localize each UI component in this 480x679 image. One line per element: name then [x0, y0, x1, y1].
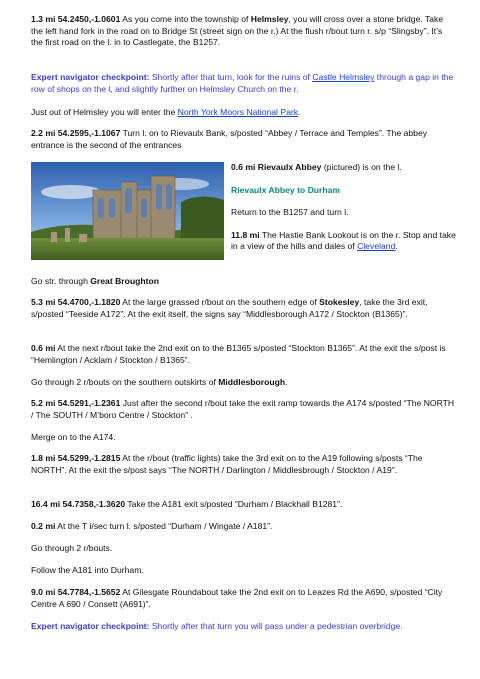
stokesley-step — [31, 297, 456, 320]
step-text: Shortly after that turn you will pass under a pedestrian overbridge. — [149, 621, 403, 631]
step-text: Shortly after that turn, look for the ruins of — [149, 72, 313, 82]
town-name: Helmsley — [250, 14, 289, 24]
a19-step — [31, 453, 456, 476]
step-distance: 11.8 mi — [231, 229, 260, 240]
a174-exit-step — [31, 398, 456, 421]
merge-a174-step: Merge on to the A174. — [31, 432, 116, 442]
step-text: Just out of Helmsley you will enter the — [31, 107, 178, 117]
town-name: Middlesborough — [218, 377, 286, 387]
checkpoint-label: Expert navigator checkpoint: — [31, 621, 150, 631]
gilesgate-step — [31, 587, 456, 610]
step-text: As you come into the township of — [120, 14, 251, 24]
step-text: through a gap in the row of shops on the l, and slightly further on Helmsley Church on the r. — [31, 72, 454, 94]
step-distance: 0.2 mi — [31, 521, 56, 531]
step-distance: 5.3 mi 54.4700,-1.1820 — [31, 297, 121, 307]
checkpoint-label: Expert navigator checkpoint: — [31, 72, 150, 82]
town-name: Stokesley — [319, 297, 360, 307]
step-text: Just after the second r/bout take the exit ramp towards the A174 s/posted “The NORTH / The SOUTH / M’boro Centre / Stockton” . — [31, 398, 455, 420]
step-text: . — [395, 241, 398, 252]
step-rievaulx-bank — [31, 128, 456, 151]
t-junction-step — [31, 521, 456, 533]
step-distance: 1.3 mi 54.2450,-1.0601 — [31, 14, 121, 24]
abbey-side-panel — [231, 162, 456, 253]
step-distance: 1.8 mi 54.5299,-1.2815 — [31, 453, 121, 463]
national-park-note — [31, 107, 456, 119]
step-distance: 0.6 mi — [231, 162, 256, 172]
section-heading: Rievaulx Abbey to Durham — [231, 184, 341, 195]
step-text: At the large grassed r/bout on the southern edge of — [120, 297, 320, 307]
rbouts-step: Go through 2 r/bouts. — [31, 543, 113, 553]
step-text: At the T i/sec turn l. s/posted “Durham / Wingate / A181”. — [55, 521, 273, 531]
step-text: , take the 3rd exit, s/posted “Teeside A172”. At the exit itself, the signs say “Middlesborough A172 / Stockton (B1365)”. — [31, 297, 428, 319]
middlesborough-step — [31, 377, 456, 389]
expert-checkpoint-2 — [31, 621, 456, 633]
b1365-step — [31, 343, 456, 366]
return-instruction: Return to the B1257 and turn l. — [231, 207, 349, 218]
step-text: At the r/bout (traffic lights) take the 3rd exit on to the A19 following s/posts “The NORTH”. At the exit the s/post says “The NORTH / Darlington / Middlesbrough / Stockton / A19”. — [31, 453, 423, 475]
step-distance: 16.4 mi 54.7358,-1.3620 — [31, 499, 126, 509]
step-text: At the next r/bout take the 2nd exit on to the B1365 s/posted “Stockton B1365”. At the exit the s/post is “Hemlington / Acklam / Stockton / B1365”. — [31, 343, 446, 365]
town-name: Great Broughton — [90, 276, 159, 286]
step-text: . — [285, 377, 288, 387]
step-text: (pictured) is on the l. — [321, 162, 402, 172]
abbey-name: Rievaulx Abbey — [257, 162, 322, 172]
castle-helmsley-link[interactable]: Castle Helmsley — [312, 72, 375, 82]
step-distance: 5.2 mi 54.5291,-1.2361 — [31, 398, 121, 408]
step-text: Take the A181 exit s/posted “Durham / Blackhall B1281”. — [125, 499, 343, 509]
hastie-bank-step — [231, 230, 456, 253]
expert-checkpoint — [31, 72, 456, 95]
rievaulx-abbey-photo — [31, 162, 224, 260]
a181-exit-step — [31, 499, 456, 511]
step-text: . — [298, 107, 301, 117]
step-text: Go str. through — [31, 276, 91, 286]
step-text: , you will cross over a stone bridge. Take the left hand fork in the road on to Bridge St (street sign on the r.) At the flush r/bout turn r. s/p “Slingsby”. It’s the first road on the l. in to Castlegate, the B1257. — [31, 14, 444, 48]
step-distance: 0.6 mi — [31, 343, 56, 353]
step-text: At Gilesgate Roundabout take the 2nd exit on to Leazes Rd the A690, s/posted “City Centre A 690 / Consett (A691)”. — [31, 587, 443, 609]
step-text: The Hastie Bank Lookout is on the r. Stop and take in a view of the hills and dales of — [231, 229, 456, 252]
step-text: Turn l. on to Rievaulx Bank, s/posted “Abbey / Terrace and Temples”. The abbey entrance is the second of the entrances — [31, 128, 428, 150]
step-distance: 9.0 mi 54.7784,-1.5652 — [31, 587, 121, 597]
step-distance: 2.2 mi 54.2595,-1.1067 — [31, 128, 121, 138]
north-york-moors-link[interactable]: North York Moors National Park — [177, 107, 299, 117]
abbey-step — [231, 162, 456, 174]
cleveland-link[interactable]: Cleveland — [357, 241, 396, 252]
step-text: Go through 2 r/bouts on the southern outskirts of — [31, 377, 219, 387]
follow-a181-step: Follow the A181 into Durham. — [31, 565, 144, 575]
great-broughton-step — [31, 276, 456, 288]
step-helmsley — [31, 14, 456, 49]
